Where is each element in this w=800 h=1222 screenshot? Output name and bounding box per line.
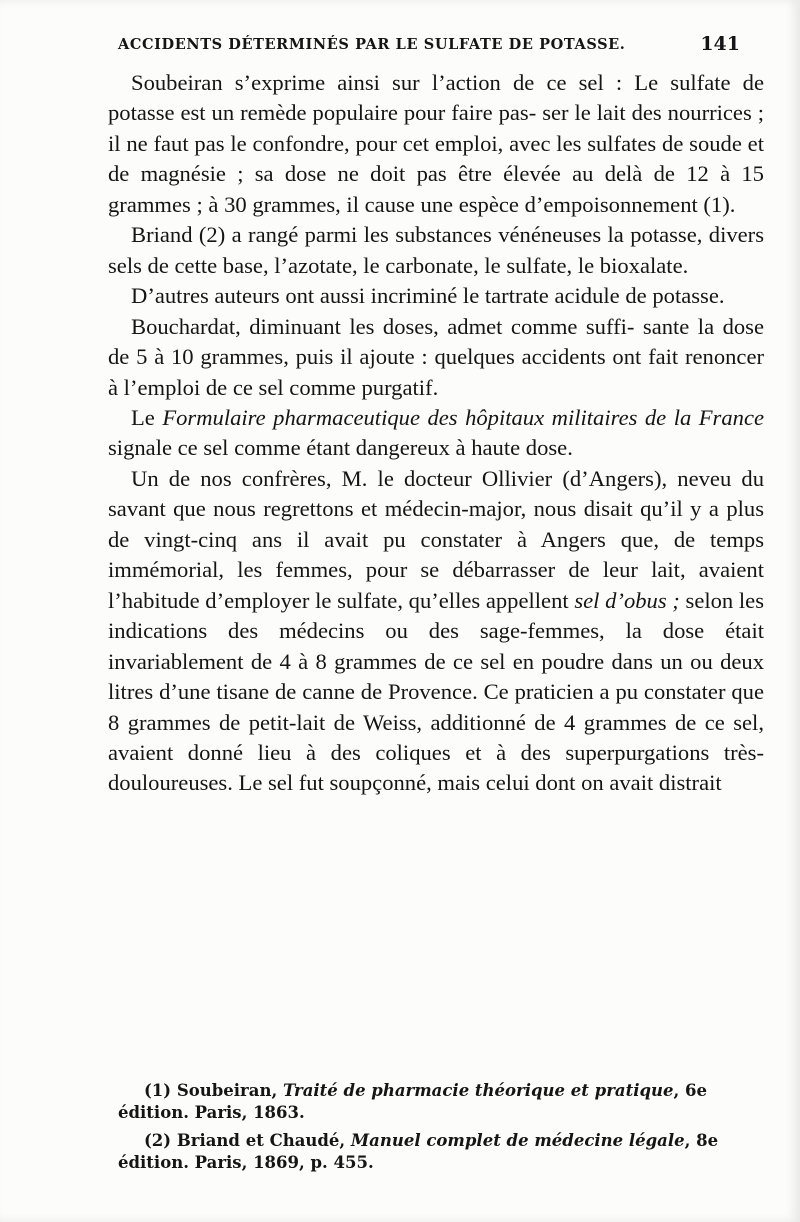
paragraph-bouchardat: Bouchardat, diminuant les doses, admet comme suffi- sante la dose de 5 à 10 grammes, puis il ajoute : quelques accidents ont fait renoncer à l’emploi de ce sel comme purgatif.: [108, 313, 765, 400]
paragraph-briand: Briand (2) a rangé parmi les substances vénéneuses la potasse, divers sels de cette base, l’azotate, le carbonate, le sulfate, le bioxalate.: [108, 222, 764, 278]
footnotes: [118, 1080, 764, 1180]
running-head: ACCIDENTS DÉTERMINÉS PAR LE SULFATE DE POTASSE.: [118, 36, 626, 53]
footnote-1: (1) Soubeiran, Traité de pharmacie théorique et pratique, 6e édition. Paris, 1863.: [118, 1081, 707, 1122]
body-text: [108, 68, 764, 799]
paragraph-soubeiran: Soubeiran s’exprime ainsi sur l’action de ce sel : Le sulfate de potasse est un remède populaire pour faire pas- ser le lait des nourrices ; il ne faut pas le confondre, pour cet emploi, avec les sulfates de soude et de magnésie ; sa dose ne doit pas être élevée au delà de 12 à 15 grammes ; à 30 grammes, il cause une espèce d’empoisonnement (1).: [108, 70, 764, 217]
paragraph-ollivier: Un de nos confrères, M. le docteur Ollivier (d’Angers), neveu du savant que nous regrettons et médecin-major, nous disait qu’il y a plus de vingt-cinq ans il avait pu constater à Angers que, de temps immémorial, les femmes, pour se débarrasser de leur lait, avaient l’habitude d’employer le sulfate, qu’elles appellent sel d’obus ; selon les indications des médecins ou des sage-femmes, la dose était invariablement de 4 à 8 grammes de ce sel en poudre dans un ou deux litres d’une tisane de canne de Provence. Ce praticien a pu constater que 8 grammes de petit-lait de Weiss, additionné de 4 grammes de ce sel, avaient donné lieu à des coliques et à des superpurgations très-douloureuses. Le sel fut soupçonné, mais celui dont on avait distrait: [108, 465, 764, 796]
sel-dobus-term: sel d’obus ;: [574, 587, 680, 613]
paragraph-formulaire: Le Formulaire pharmaceutique des hôpitaux militaires de la France signale ce sel comme étant dangereux à haute dose.: [108, 404, 764, 461]
formulaire-title: Formulaire pharmaceutique des hôpitaux militaires de la France: [162, 404, 764, 430]
footnote-2: (2) Briand et Chaudé, Manuel complet de médecine légale, 8e édition. Paris, 1869, p. 455.: [118, 1131, 719, 1172]
page-header: [118, 33, 740, 62]
paragraph-autres-auteurs: D’autres auteurs ont aussi incriminé le tartrate acidule de potasse.: [131, 283, 725, 309]
page-number: 141: [700, 33, 740, 55]
